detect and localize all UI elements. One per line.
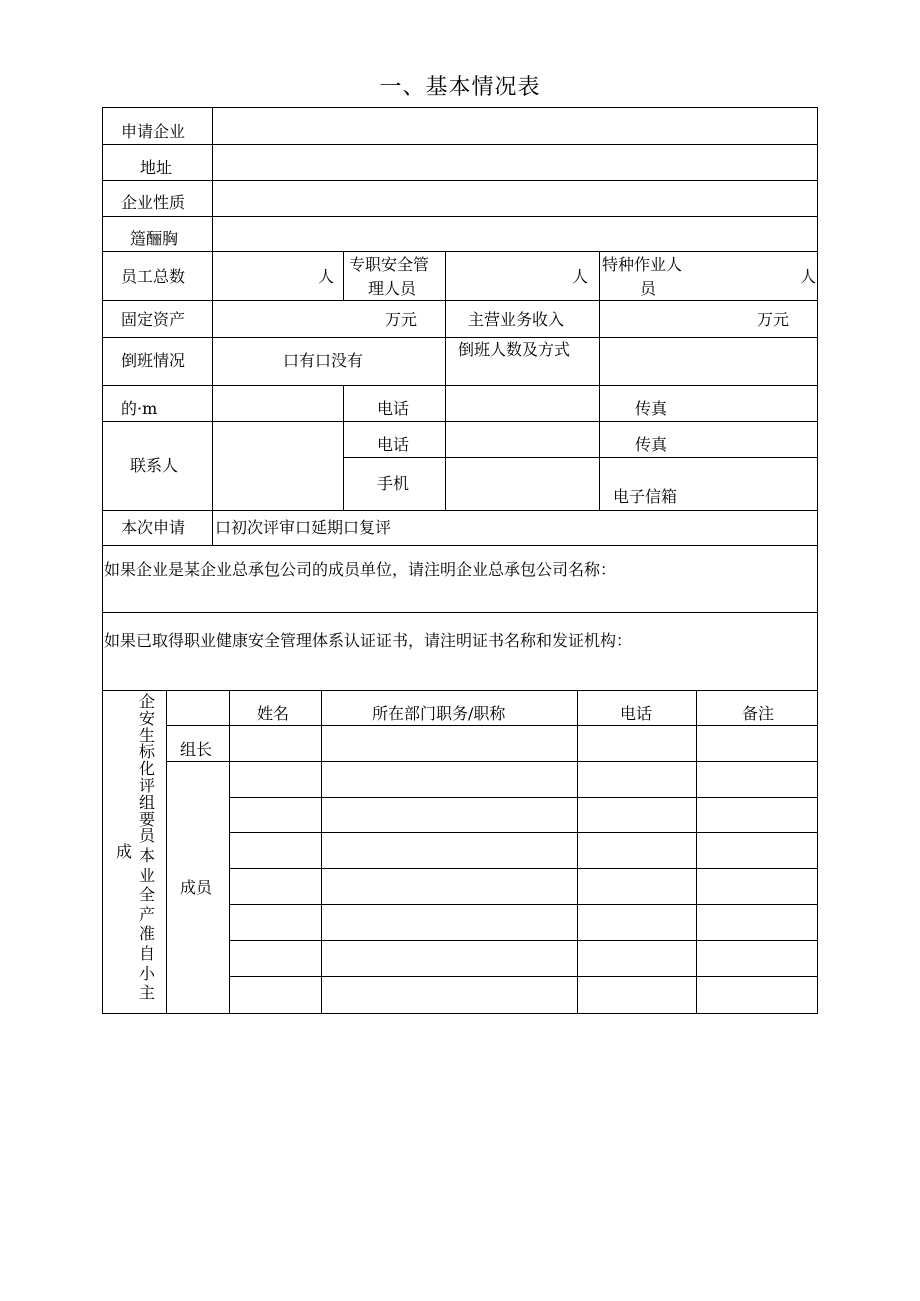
table-line [229, 904, 818, 905]
table-line [166, 725, 818, 726]
main-revenue-unit: 万元 [757, 310, 790, 329]
special-ops-label: 特种作业人 [602, 255, 683, 274]
table-line [212, 107, 213, 545]
special-ops-unit: 人 [800, 267, 817, 286]
main-revenue-label: 主营业务收入 [468, 310, 565, 329]
table-border [102, 1013, 818, 1014]
table-line [343, 385, 344, 510]
table-line [321, 690, 322, 1013]
shift-label: 倒班情况 [121, 351, 186, 370]
address-label: 地址 [140, 158, 173, 177]
table-line [102, 216, 818, 217]
safety-staff-label: 专职安全管 [349, 255, 430, 274]
header-name: 姓名 [257, 704, 290, 723]
table-line [102, 510, 818, 511]
header-department: 所在部门职务/职称 [372, 704, 506, 723]
table-line [229, 868, 818, 869]
table-line [229, 797, 818, 798]
safety-staff-unit: 人 [572, 267, 589, 286]
table-line [102, 385, 818, 386]
table-line [102, 421, 818, 422]
safety-staff-label-2: 理人员 [368, 279, 417, 298]
header-remark: 备注 [742, 704, 775, 723]
email-label: 电子信箱 [613, 487, 678, 506]
table-line [229, 976, 818, 977]
garbled-label: 簉酾胸 [130, 229, 179, 248]
staff-unit: 人 [318, 267, 335, 286]
fixed-assets-label: 固定资产 [121, 310, 186, 329]
fax-label: 传真 [635, 399, 668, 418]
table-line [229, 940, 818, 941]
table-line [599, 337, 600, 385]
table-line [229, 832, 818, 833]
dm-label: 的·m [121, 399, 158, 418]
leader-label: 组长 [180, 740, 213, 759]
page-title: 一、基本情况表 [379, 75, 541, 100]
contact-fax-label: 传真 [635, 435, 668, 454]
table-line [102, 337, 818, 338]
table-line [166, 761, 818, 762]
phone-label: 电话 [377, 399, 410, 418]
table-line [445, 300, 446, 337]
nature-label: 企业性质 [121, 193, 186, 212]
table-line [102, 300, 818, 301]
applicant-label: 申请企业 [121, 122, 186, 141]
table-line [445, 337, 446, 385]
table-line [102, 251, 818, 252]
special-ops-label-2: 员 [640, 279, 657, 298]
table-line [102, 612, 818, 613]
header-phone: 电话 [620, 704, 653, 723]
table-line [577, 690, 578, 1013]
table-line [102, 545, 818, 546]
table-line [445, 385, 446, 510]
table-line [343, 251, 344, 300]
table-line [445, 251, 446, 300]
table-line [599, 251, 600, 300]
certificate-note: 如果已取得职业健康安全管理体系认证证书，请注明证书名称和发证机构： [104, 631, 633, 650]
table-line [599, 300, 600, 337]
table-border [102, 107, 103, 1014]
team-side-label-col1: 企安生标化评组要员 [138, 692, 155, 846]
table-line [696, 690, 697, 1013]
shift-count-label: 倒班人数及方式 [458, 340, 571, 359]
this-application-label: 本次申请 [121, 518, 186, 537]
table-line [102, 180, 818, 181]
table-line [343, 457, 818, 458]
mobile-label: 手机 [377, 474, 410, 493]
members-label: 成员 [180, 878, 213, 897]
table-line [102, 144, 818, 145]
staff-total-label: 员工总数 [121, 267, 186, 286]
contact-label: 联系人 [130, 456, 179, 475]
table-line [229, 690, 230, 1013]
table-border [817, 107, 818, 1014]
contractor-note: 如果企业是某企业总承包公司的成员单位，请注明企业总承包公司名称： [104, 560, 617, 579]
team-side-label-middle: 成 [116, 842, 133, 861]
shift-options: 口有口没有 [283, 351, 364, 370]
application-options: 口初次评审口延期口复评 [215, 518, 392, 537]
table-line [599, 385, 600, 510]
table-line [102, 690, 818, 691]
table-line [166, 690, 167, 1013]
team-side-label-col2: 本业全产准自小主 [138, 846, 155, 1003]
fixed-assets-unit: 万元 [385, 310, 418, 329]
contact-phone-label: 电话 [377, 435, 410, 454]
table-border [102, 107, 818, 108]
